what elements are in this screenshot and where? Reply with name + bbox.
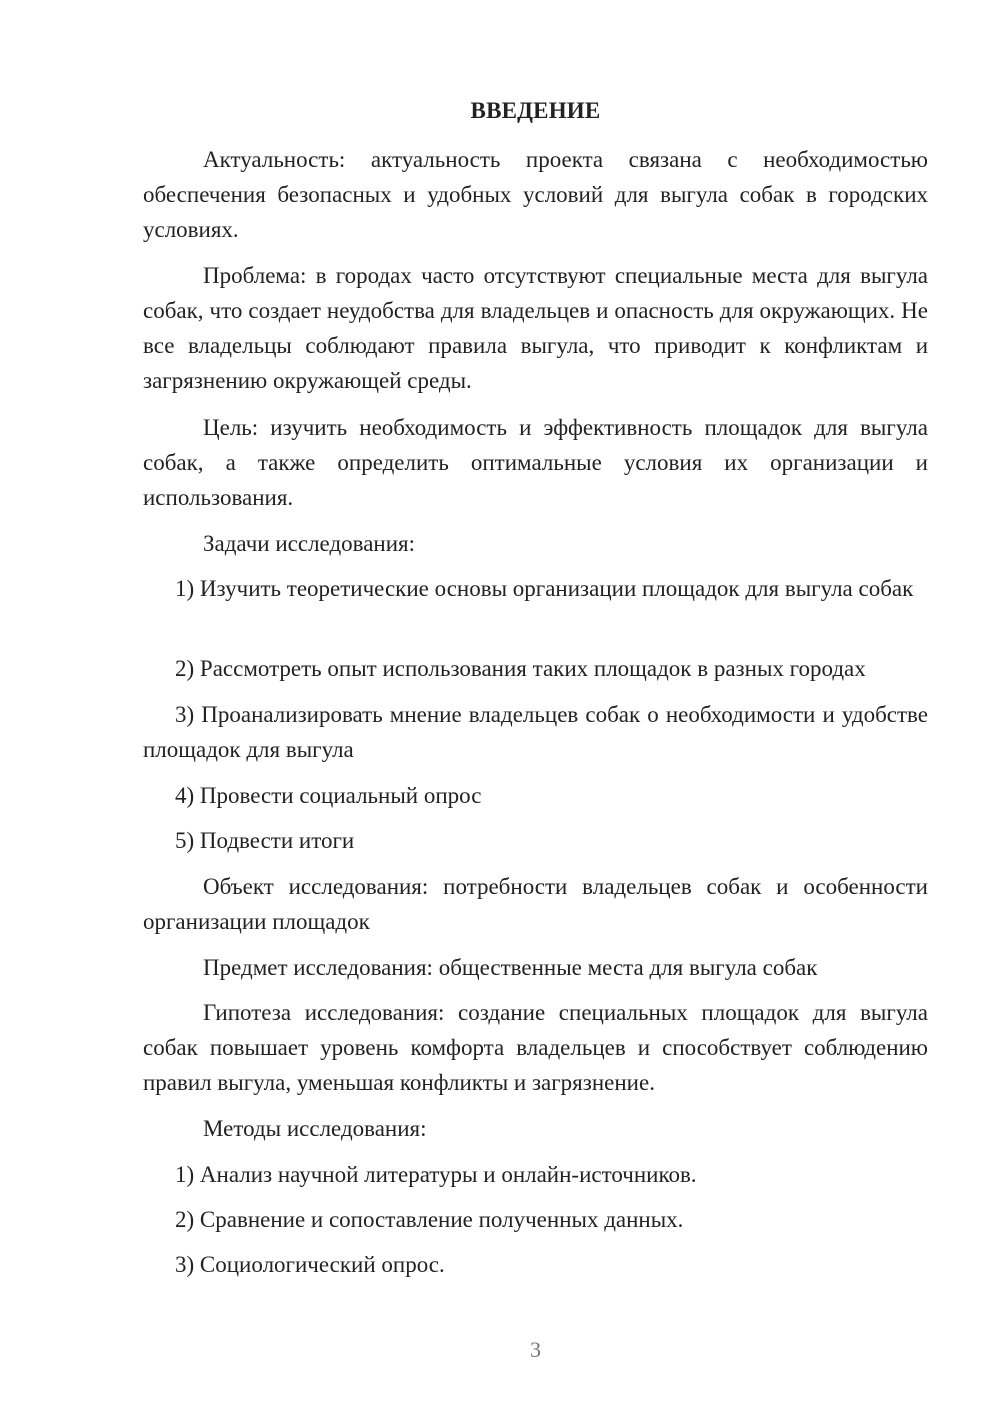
list-item-task-2: 2) Рассмотреть опыт использования таких площадок в разных городах xyxy=(175,656,866,681)
list-item-method-3: 3) Социологический опрос. xyxy=(175,1252,445,1277)
paragraph-hypothesis: Гипотеза исследования: создание специальных площадок для выгула собак повышает уровень комфорта владельцев и способствует соблюдению правил выгула, уменьшая конфликты и загрязнение. xyxy=(143,1000,928,1095)
list-item-task-4: 4) Провести социальный опрос xyxy=(175,783,482,808)
paragraph-subject: Предмет исследования: общественные места для выгула собак xyxy=(203,955,818,980)
document-page xyxy=(143,0,928,1414)
list-item-task-5: 5) Подвести итоги xyxy=(175,828,355,853)
page-number: 3 xyxy=(530,1337,541,1362)
list-item-task-3: 3) Проанализировать мнение владельцев собак о необходимости и удобстве площадок для выгула xyxy=(143,702,928,762)
list-item-method-2: 2) Сравнение и сопоставление полученных данных. xyxy=(175,1207,684,1232)
paragraph-methods-heading: Методы исследования: xyxy=(203,1116,427,1141)
list-item-task-1: 1) Изучить теоретические основы организации площадок для выгула собак xyxy=(175,576,914,601)
list-item-method-1: 1) Анализ научной литературы и онлайн-источников. xyxy=(175,1162,697,1187)
paragraph-relevance: Актуальность: актуальность проекта связана с необходимостью обеспечения безопасных и удобных условий для выгула собак в городских условиях. xyxy=(143,147,928,242)
paragraph-tasks-heading: Задачи исследования: xyxy=(203,531,416,556)
paragraph-problem: Проблема: в городах часто отсутствуют специальные места для выгула собак, что создает неудобства для владельцев и опасность для окружающих. Не все владельцы соблюдают правила выгула, что приводит к конфликтам и загрязнению окружающей среды. xyxy=(143,263,928,393)
paragraph-object: Объект исследования: потребности владельцев собак и особенности организации площадок xyxy=(143,874,928,934)
section-title: ВВЕДЕНИЕ xyxy=(470,98,601,123)
paragraph-goal: Цель: изучить необходимость и эффективность площадок для выгула собак, а также определить оптимальные условия их организации и использования. xyxy=(143,415,928,510)
